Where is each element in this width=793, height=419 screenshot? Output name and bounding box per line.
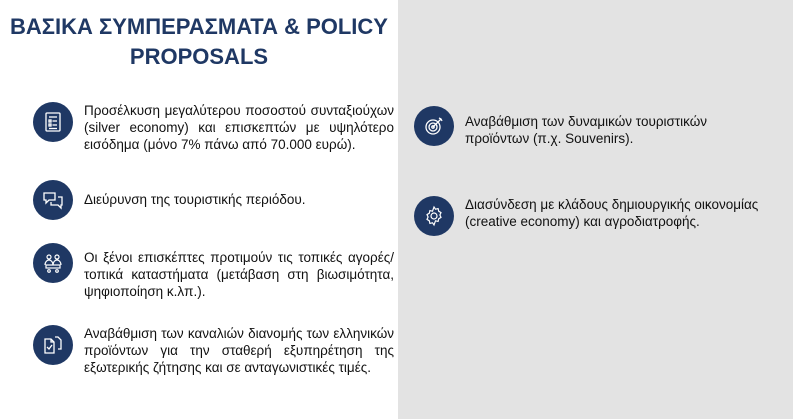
slide-title-line-1: ΒΑΣΙΚΑ ΣΥΜΠΕΡΑΣΜΑΤΑ & POLICY bbox=[10, 14, 388, 39]
slide-title bbox=[0, 12, 398, 72]
target-arrow-icon bbox=[414, 106, 454, 146]
document-transfer-icon bbox=[33, 325, 73, 365]
gear-icon bbox=[414, 196, 454, 236]
list-item-text: Διεύρυνση της τουριστικής περιόδου. bbox=[84, 192, 306, 207]
slide-title-line-2: PROPOSALS bbox=[129, 44, 269, 69]
list-item-local-markets bbox=[33, 243, 394, 300]
list-item-text: Προσέλκυση μεγαλύτερου ποσοστού συνταξιούχων (silver economy) και επισκεπτών με υψηλότερο εισόδημα (μόνο 7% πάνω από 70.000 ευρώ). bbox=[84, 103, 394, 152]
list-item-text: Αναβάθμιση των καναλιών διανομής των ελληνικών προϊόντων για την σταθερή εξυπηρέτηση της εξωτερικής ζήτησης και σε ανταγωνιστικές τιμές. bbox=[84, 326, 394, 375]
list-item-text: Οι ξένοι επισκέπτες προτιμούν τις τοπικές αγορές/ τοπικά καταστήματα (μετάβαση στη βιωσιμότητα, ψηφιοποίηση κ.λπ.). bbox=[84, 250, 394, 299]
list-item-silver-economy bbox=[33, 102, 394, 153]
list-item-text: Διασύνδεση με κλάδους δημιουργικής οικονομίας (creative economy) και αγροδιατροφής. bbox=[465, 197, 759, 229]
list-item-distribution-channels bbox=[33, 325, 394, 376]
list-item-text: Αναβάθμιση των δυναμικών τουριστικών προϊόντων (π.χ. Souvenirs). bbox=[465, 114, 708, 146]
list-item-tourist-season bbox=[33, 180, 394, 220]
chat-bubbles-icon bbox=[33, 180, 73, 220]
document-list-icon bbox=[33, 102, 73, 142]
people-meeting-icon bbox=[33, 243, 73, 283]
list-item-creative-economy bbox=[414, 196, 765, 236]
list-item-tourism-products bbox=[414, 106, 765, 147]
